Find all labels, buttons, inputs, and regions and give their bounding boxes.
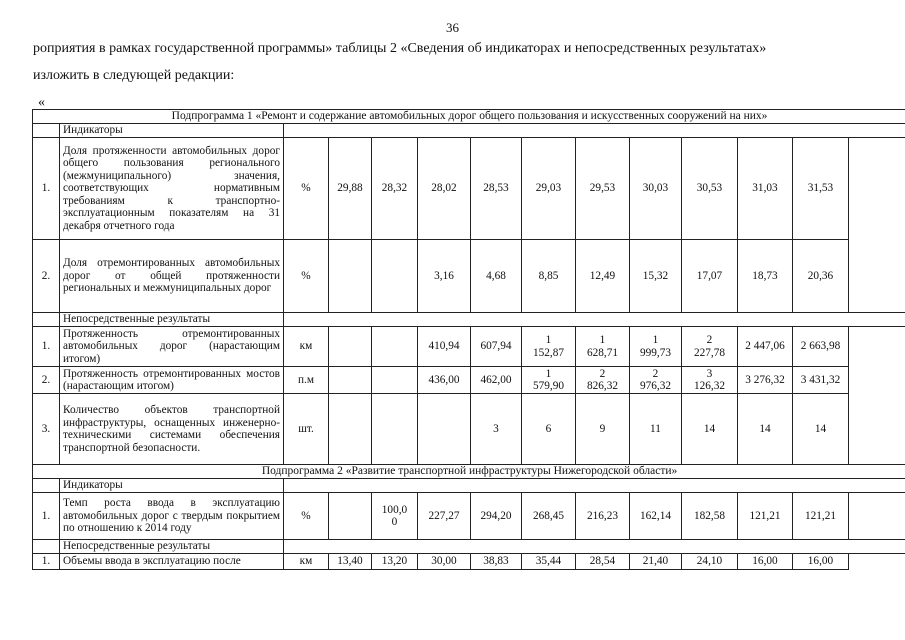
results-section-label: Непосредственные результаты: [60, 313, 284, 327]
value-cell: 11: [630, 394, 682, 465]
value-cell: 24,10: [682, 554, 738, 570]
value-cell: [418, 394, 471, 465]
value-cell: 3 276,32: [738, 367, 793, 394]
value-cell: 28,53: [471, 138, 522, 240]
empty-cell: [284, 540, 905, 554]
value-cell: 3,16: [418, 240, 471, 313]
row-number: 3.: [33, 394, 60, 465]
value-cell: 17,07: [682, 240, 738, 313]
value-cell: [329, 327, 372, 367]
value-cell: 28,02: [418, 138, 471, 240]
value-cell: 15,32: [630, 240, 682, 313]
value-cell: 29,88: [329, 138, 372, 240]
section-row-indicators: [33, 124, 905, 138]
value-cell: [329, 240, 372, 313]
value-cell: 6: [522, 394, 576, 465]
section-row-results: [33, 540, 905, 554]
value-cell: 30,00: [418, 554, 471, 570]
results-section-label: Непосредственные результаты: [60, 540, 284, 554]
empty-cell: [33, 313, 60, 327]
table-row: [33, 327, 905, 367]
value-cell: 4,68: [471, 240, 522, 313]
value-cell: [329, 493, 372, 540]
value-cell: 38,83: [471, 554, 522, 570]
subprogram-title: Подпрограмма 1 «Ремонт и содержание автомобильных дорог общего пользования и искусственных сооружений на них»: [33, 110, 905, 124]
table-row: [33, 367, 905, 394]
opening-quote-mark: «: [38, 95, 45, 110]
value-cell: 436,00: [418, 367, 471, 394]
empty-cell: [33, 540, 60, 554]
value-cell: 9: [576, 394, 630, 465]
value-cell: [329, 394, 372, 465]
value-cell: [372, 240, 418, 313]
indicator-name: Протяженность отремонтированных автомобильных дорог (нарастающим итогом): [60, 327, 284, 367]
empty-cell: [284, 313, 905, 327]
value-cell: 35,44: [522, 554, 576, 570]
value-cell: 8,85: [522, 240, 576, 313]
indicator-name: Количество объектов транспортной инфраструктуры, оснащенных инженерно-техническими системами обеспечения транспортной безопасности.: [60, 394, 284, 465]
unit-cell: км: [284, 554, 329, 570]
value-cell: 182,58: [682, 493, 738, 540]
empty-cell: [33, 124, 60, 138]
value-cell: 607,94: [471, 327, 522, 367]
empty-cell: [284, 124, 905, 138]
unit-cell: %: [284, 138, 329, 240]
value-cell: 2 663,98: [793, 327, 849, 367]
value-cell: 20,36: [793, 240, 849, 313]
table-row: [33, 394, 905, 465]
row-number: 2.: [33, 367, 60, 394]
indicators-section-label: Индикаторы: [60, 479, 284, 493]
indicator-name: Объемы ввода в эксплуатацию после: [60, 554, 284, 570]
value-cell: 162,14: [630, 493, 682, 540]
value-cell: 14: [682, 394, 738, 465]
table-row: [33, 240, 905, 313]
value-cell: 31,03: [738, 138, 793, 240]
value-cell: 16,00: [738, 554, 793, 570]
unit-cell: км: [284, 327, 329, 367]
indicator-name: Темп роста ввода в эксплуатацию автомобильных дорог с твердым покрытием по отношению к 2014 году: [60, 493, 284, 540]
table-row: [33, 493, 905, 540]
value-cell: [372, 394, 418, 465]
value-cell: 3 431,32: [793, 367, 849, 394]
page-number: 36: [446, 20, 459, 35]
unit-cell: шт.: [284, 394, 329, 465]
value-cell: 1 579,90: [522, 367, 576, 394]
value-cell: 12,49: [576, 240, 630, 313]
value-cell: 1 628,71: [576, 327, 630, 367]
value-cell: [329, 367, 372, 394]
value-cell: 121,21: [738, 493, 793, 540]
row-number: 2.: [33, 240, 60, 313]
value-cell: 216,23: [576, 493, 630, 540]
value-cell: 410,94: [418, 327, 471, 367]
intro-text-line-2: изложить в следующей редакции:: [33, 68, 235, 83]
value-cell: 121,21: [793, 493, 849, 540]
row-number: 1.: [33, 554, 60, 570]
value-cell: 28,32: [372, 138, 418, 240]
value-cell: 1 152,87: [522, 327, 576, 367]
value-cell: 30,53: [682, 138, 738, 240]
value-cell: 13,20: [372, 554, 418, 570]
section-row-indicators: [33, 479, 905, 493]
value-cell: 3 126,32: [682, 367, 738, 394]
unit-cell: %: [284, 240, 329, 313]
value-cell: 29,53: [576, 138, 630, 240]
indicator-name: Доля отремонтированных автомобильных дорог от общей протяженности региональных и межмуниципальных дорог: [60, 240, 284, 313]
value-cell: 1 999,73: [630, 327, 682, 367]
value-cell: 14: [738, 394, 793, 465]
indicators-table-body: [33, 110, 905, 570]
value-cell: 2 447,06: [738, 327, 793, 367]
value-cell: 13,40: [329, 554, 372, 570]
indicator-name: Доля протяженности автомобильных дорог общего пользования регионального (межмуниципального) значения, соответствующих нормативным требованиям к транспортно-эксплуатационным показателям на 31 декабря отчетного года: [60, 138, 284, 240]
indicators-section-label: Индикаторы: [60, 124, 284, 138]
subprogram-title: Подпрограмма 2 «Развитие транспортной инфраструктуры Нижегородской области»: [33, 465, 905, 479]
row-number: 1.: [33, 327, 60, 367]
table-row: [33, 554, 905, 570]
value-cell: 268,45: [522, 493, 576, 540]
empty-cell: [33, 479, 60, 493]
value-cell: 462,00: [471, 367, 522, 394]
value-cell: 30,03: [630, 138, 682, 240]
subprogram-header-row: [33, 110, 905, 124]
value-cell: 18,73: [738, 240, 793, 313]
empty-cell: [284, 479, 905, 493]
value-cell: 100,0 0: [372, 493, 418, 540]
indicators-table: [32, 109, 905, 570]
section-row-results: [33, 313, 905, 327]
intro-text-line-1: роприятия в рамках государственной программы» таблицы 2 «Сведения об индикаторах и непосредственных результатах»: [33, 41, 767, 56]
value-cell: 227,27: [418, 493, 471, 540]
value-cell: 31,53: [793, 138, 849, 240]
value-cell: 2 227,78: [682, 327, 738, 367]
row-number: 1.: [33, 493, 60, 540]
value-cell: [372, 367, 418, 394]
value-cell: 2 976,32: [630, 367, 682, 394]
value-cell: 294,20: [471, 493, 522, 540]
row-number: 1.: [33, 138, 60, 240]
value-cell: 21,40: [630, 554, 682, 570]
subprogram-header-row: [33, 465, 905, 479]
value-cell: 29,03: [522, 138, 576, 240]
unit-cell: %: [284, 493, 329, 540]
value-cell: 2 826,32: [576, 367, 630, 394]
table-row: [33, 138, 905, 240]
value-cell: 14: [793, 394, 849, 465]
value-cell: 16,00: [793, 554, 849, 570]
unit-cell: п.м: [284, 367, 329, 394]
value-cell: 3: [471, 394, 522, 465]
indicator-name: Протяженность отремонтированных мостов (нарастающим итогом): [60, 367, 284, 394]
value-cell: 28,54: [576, 554, 630, 570]
value-cell: [372, 327, 418, 367]
